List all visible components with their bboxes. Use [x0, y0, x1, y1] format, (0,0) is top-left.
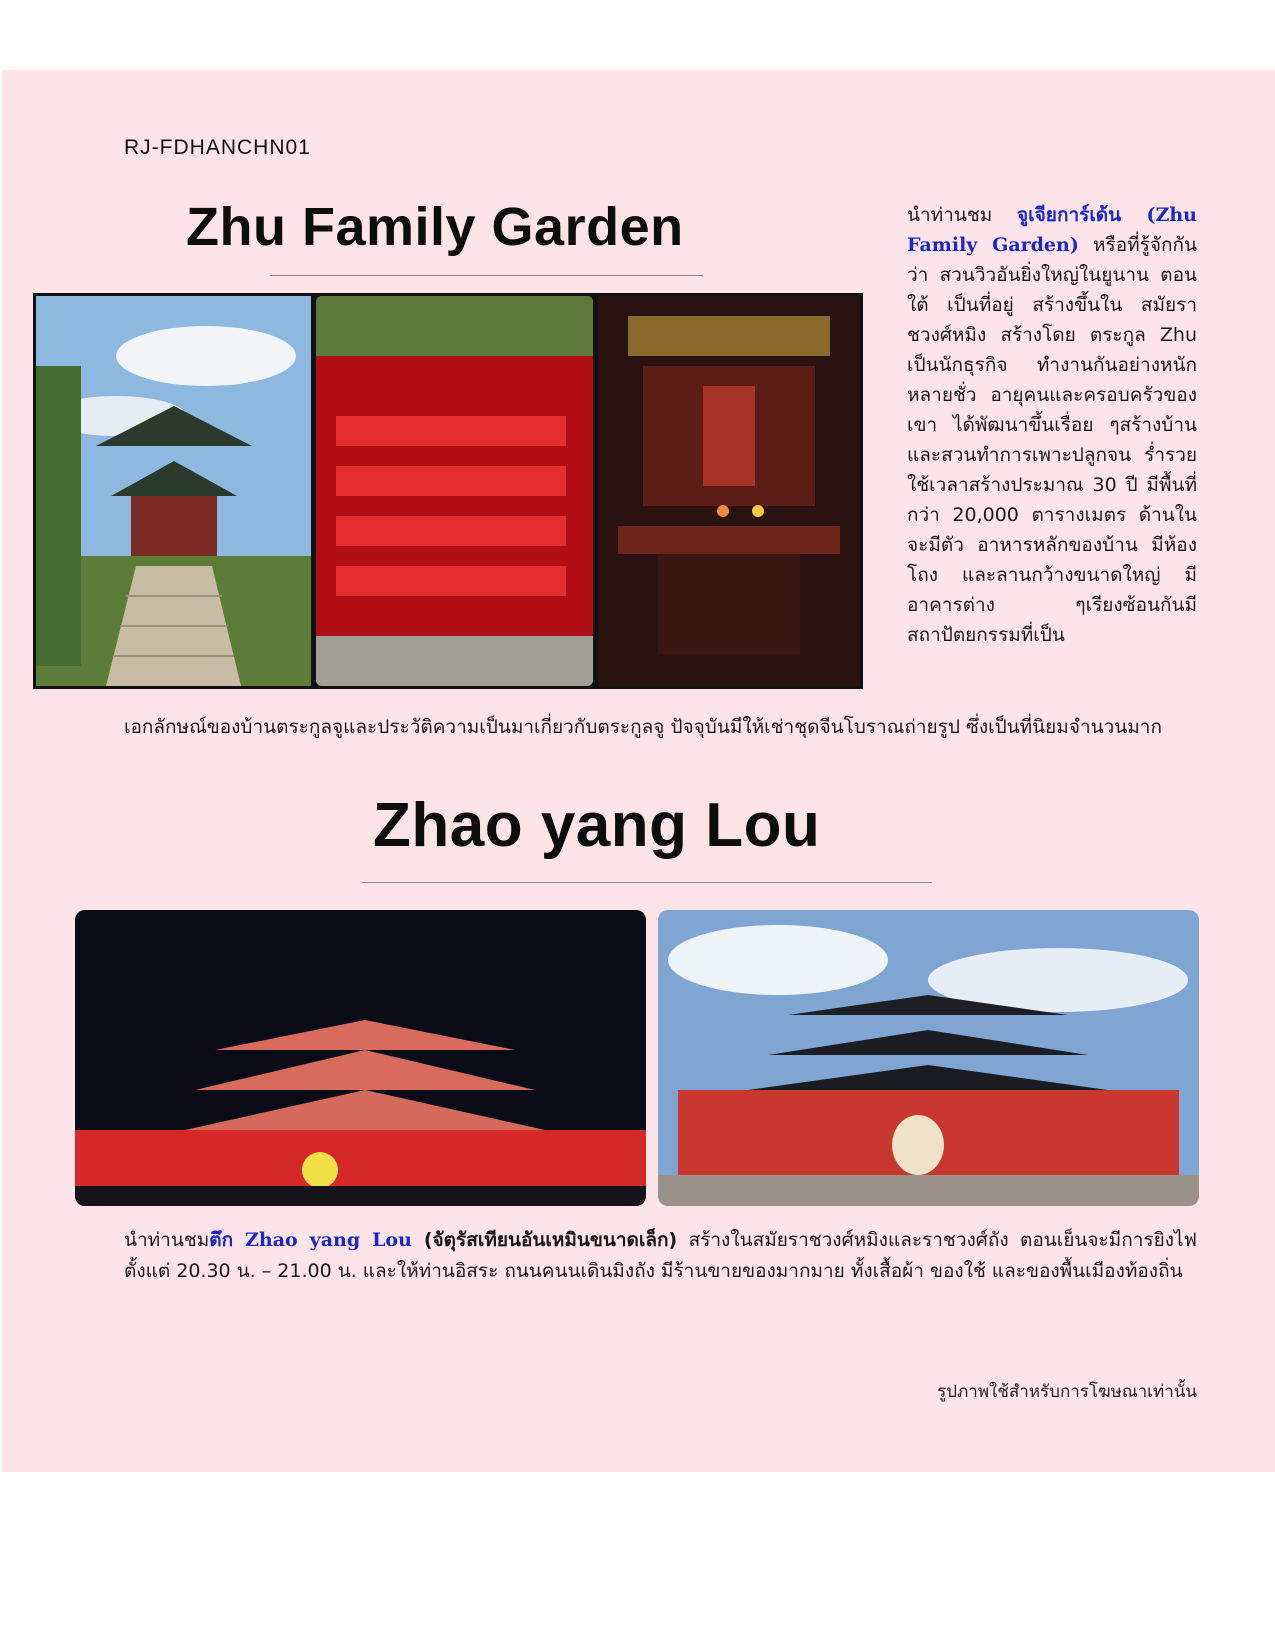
- zhao-yang-lou-bold: (จัตุรัสเทียนอันเหมินขนาดเล็ก): [411, 1229, 678, 1251]
- zhao-yang-lou-night-photo: [75, 910, 646, 1206]
- title-divider: [362, 882, 932, 883]
- zhu-garden-title: Zhu Family Garden: [186, 197, 684, 257]
- zhao-yang-lou-highlight: ตึก Zhao yang Lou: [209, 1229, 412, 1251]
- zhao-yang-lou-intro: นำท่านชม: [124, 1229, 210, 1251]
- zhu-garden-body: หรือที่รู้จักกัน ว่า สวนวิวอันยิ่งใหญ่ในยูนาน ตอนใต้ เป็นที่อยู่ สร้างขึ้นใน สมัยราชวงศ์หมิง สร้างโดย ตระกูล Zhu เป็นนักธุรกิจ ทำงานกันอย่างหนักหลายชั่ว อายุคนและครอบครัวของเขา ได้พัฒนาขึ้นเรื่อย ๆสร้างบ้าน และสวนทำการเพาะปลูกจน ร่ำรวย ใช้เวลาสร้างประมาณ 30 ปี มีพื้นที่กว่า 20,000 ตารางเมตร ด้านในจะมีตัว อาหารหลักของบ้าน มีห้องโถง และลานกว้างขนาดใหญ่ มี อาคารต่าง ๆเรียงซ้อนกันมี สถาปัตยกรรมที่เป็น: [907, 234, 1197, 646]
- ancestral-altar-photo: [598, 296, 860, 686]
- zhu-garden-intro: นำท่านชม: [907, 204, 1018, 226]
- zhao-yang-lou-body: สร้างในสมัยราชวงศ์หมิงและราชวงศ์ถัง ตอนเย็นจะมีการยิงไฟตั้งแต่ 20.30 น. – 21.00 น. และให้ท่านอิสระ ถนนคนนเดินมิงถัง มีร้านขายของมากมาย ทั้งเสื้อผ้า ของใช้ และของพื้นเมืองท้องถิ่น: [124, 1229, 1197, 1282]
- zhu-garden-continued: เอกลักษณ์ของบ้านตระกูลจูและประวัติความเป็นมาเกี่ยวกับตระกูลจู ปัจจุบันมีให้เช่าชุดจีนโบราณถ่ายรูป ซึ่งเป็นที่นิยมจำนวนมาก: [124, 716, 1162, 738]
- zhu-garden-photo-strip: [33, 293, 863, 689]
- disclaimer-text: รูปภาพใช้สำหรับการโฆษณาเท่านั้น: [937, 1382, 1197, 1402]
- title-divider: [270, 275, 703, 276]
- tour-code: RJ-FDHANCHN01: [124, 136, 311, 159]
- zhu-garden-description: [907, 200, 1197, 650]
- zhao-yang-lou-title: Zhao yang Lou: [373, 791, 821, 860]
- zhu-garden-highlight: จูเจียการ์เด้น (Zhu Family Garden): [907, 204, 1197, 256]
- wish-tags-photo: [316, 296, 593, 686]
- pavilion-photo: [36, 296, 311, 686]
- zhao-yang-lou-description: [124, 1225, 1197, 1287]
- zhao-yang-lou-day-photo: [658, 910, 1199, 1206]
